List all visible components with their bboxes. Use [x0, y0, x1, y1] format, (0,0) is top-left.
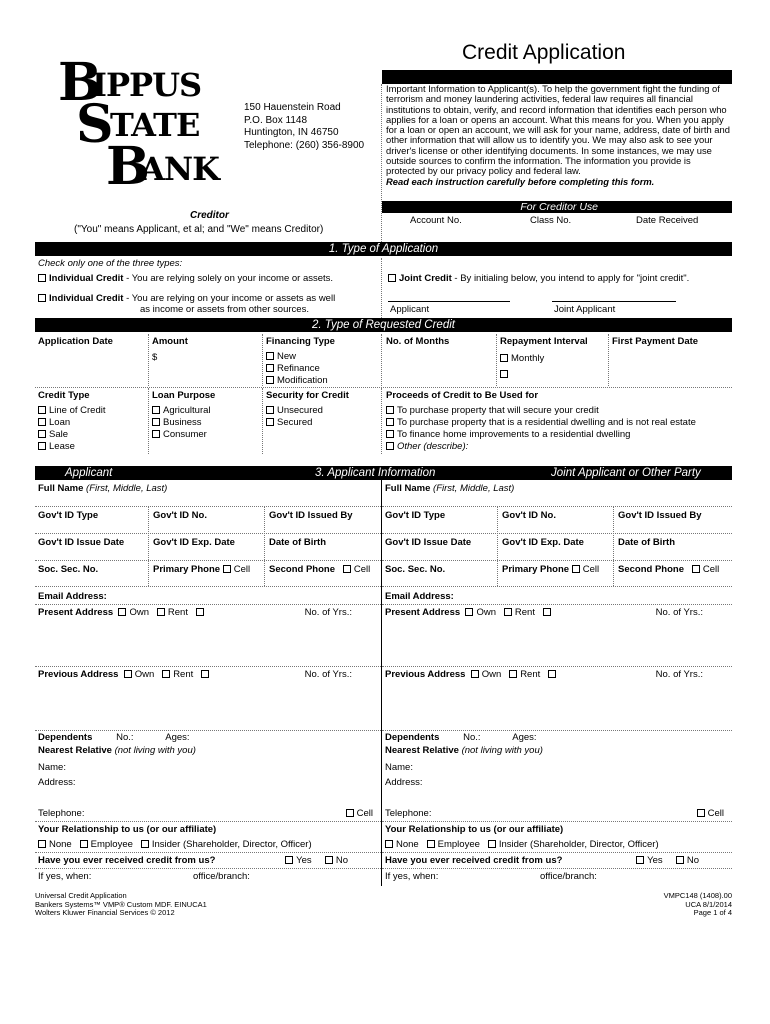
joint-id-issued-by: Gov't ID Issued By [618, 510, 702, 521]
label: Nearest Relative [385, 745, 459, 756]
option-label: Other (describe): [397, 441, 469, 452]
applicant-email: Email Address: [38, 591, 107, 602]
checkbox[interactable] [266, 418, 274, 426]
divider [35, 868, 381, 869]
option-desc: - You are relying solely on your income or assets. [126, 273, 334, 284]
checkbox[interactable] [118, 608, 126, 616]
divider [382, 821, 732, 822]
option-label: None [49, 839, 72, 850]
option-label: Own [481, 669, 502, 680]
label: If yes, when: [385, 871, 439, 882]
joint-relative-cell[interactable] [697, 808, 724, 819]
applicant-id-type: Gov't ID Type [38, 510, 99, 521]
proceeds-option[interactable] [386, 417, 696, 429]
ages: Ages: [165, 732, 190, 743]
footer-form-name: Universal Credit Application [35, 891, 127, 900]
applicant-id-exp-date: Gov't ID Exp. Date [153, 537, 235, 548]
checkbox[interactable] [38, 430, 46, 438]
logo-cap-1: B [58, 52, 102, 113]
logo-cap-3: B [106, 136, 150, 197]
applicant-present-address [38, 607, 378, 618]
dep-no: No.: [463, 732, 481, 743]
joint-ssn: Soc. Sec. No. [385, 564, 446, 575]
credit-type-option[interactable] [38, 429, 106, 441]
address-line: Telephone: (260) 356-8900 [244, 139, 365, 151]
checkbox[interactable] [488, 840, 496, 848]
years-label: No. of Yrs.: [655, 669, 703, 680]
joint-primary-phone [502, 564, 599, 575]
option-label: No [686, 855, 699, 866]
checkbox[interactable] [266, 352, 274, 360]
divider [608, 334, 609, 386]
ages: Ages: [512, 732, 537, 743]
checkbox[interactable] [504, 608, 512, 616]
checkbox[interactable] [548, 670, 556, 678]
option-label: Insider (Shareholder, Director, Officer) [498, 839, 659, 850]
footer-left [35, 892, 207, 918]
option-label: Joint Credit [399, 273, 452, 284]
option-label: Individual Credit [49, 273, 124, 284]
header-first-payment: First Payment Date [612, 336, 699, 347]
label: Second Phone [269, 564, 335, 575]
label: Present Address [385, 607, 461, 618]
checkbox[interactable] [386, 442, 394, 450]
label: Have you ever received credit from us? [385, 855, 563, 866]
section-3-bar [35, 466, 732, 480]
option-desc: - You are relying on your income or assets as well [126, 293, 336, 304]
label: Previous Address [38, 669, 119, 680]
option-label: Yes [296, 855, 312, 866]
label: Have you ever received credit from us? [38, 855, 216, 866]
creditor-use-label: For Creditor Use [520, 201, 598, 213]
applicant-relationship-options [38, 839, 312, 850]
divider [262, 334, 263, 386]
checkbox[interactable] [266, 406, 274, 414]
repayment-other[interactable] [500, 367, 544, 383]
option-label: Cell [702, 564, 720, 575]
option-label: To finance home improvements to a residential dwelling [397, 429, 631, 440]
applicant-primary-phone [153, 564, 250, 575]
logo-cap-2: S [76, 94, 114, 155]
applicant-initial-line [388, 301, 510, 302]
header-security: Security for Credit [266, 390, 349, 401]
footer-page-number: Page 1 of 4 [693, 908, 732, 918]
applicant-dob: Date of Birth [269, 537, 326, 548]
divider [148, 506, 149, 586]
option-label: Consumer [163, 429, 207, 440]
check-only-text: Check only one of the three types: [38, 258, 183, 269]
footer-copyright: Wolters Kluwer Financial Services © 2012 [35, 908, 175, 918]
joint-initial-line [552, 301, 676, 302]
header-loan-purpose: Loan Purpose [152, 390, 216, 401]
joint-dependents [385, 732, 537, 743]
option-label: Refinance [277, 363, 320, 374]
applicant-relationship: Your Relationship to us (or our affiliate) [38, 824, 217, 835]
applicant-nearest-relative [38, 745, 196, 756]
option-label: Loan [49, 417, 71, 428]
label: Second Phone [618, 564, 684, 575]
logo-line-1: IPPUS [92, 66, 202, 104]
important-instruction: Read each instruction carefully before completing this form. [386, 175, 655, 187]
divider [382, 868, 732, 869]
proceeds-option[interactable] [386, 441, 696, 453]
applicant-id-issued-by: Gov't ID Issued By [269, 510, 353, 521]
proceeds-option[interactable] [386, 405, 696, 417]
option-label: Rent [514, 607, 535, 618]
creditor-use-class: Class No. [530, 215, 572, 226]
option-label: Yes [647, 855, 663, 866]
divider [382, 506, 732, 507]
credit-type-options [38, 405, 106, 453]
label: Present Address [38, 607, 114, 618]
joint-email: Email Address: [385, 591, 454, 602]
applicant-relative-name: Name: [38, 762, 66, 773]
footer-version: UCA 8/1/2014 [685, 899, 732, 909]
checkbox[interactable] [124, 670, 132, 678]
important-box-bar [382, 70, 732, 84]
section-1-title: 1. Type of Application [328, 243, 439, 255]
divider [35, 604, 381, 605]
credit-type-option[interactable] [38, 405, 106, 417]
label: Dependents [38, 732, 93, 743]
footer-form-code: VMPC148 (1408).00 [663, 891, 732, 900]
option-label: Rent [173, 669, 194, 680]
divider [382, 586, 732, 587]
proceeds-option[interactable] [386, 429, 696, 441]
creditor-note: ("You" means Applicant, et al; and "We" means Creditor) [74, 224, 324, 235]
header-application-date: Application Date [38, 336, 113, 347]
joint-applicant-column [382, 480, 732, 886]
security-option[interactable] [266, 405, 323, 417]
applicant-relative-cell[interactable] [346, 808, 373, 819]
label: Previous Address [385, 669, 466, 680]
header-financing-type: Financing Type [266, 336, 335, 347]
joint-present-address [385, 607, 729, 618]
option-label: Insider (Shareholder, Director, Officer) [151, 839, 312, 850]
repayment-options [500, 351, 544, 383]
address-line: P.O. Box 1148 [244, 114, 308, 126]
footer-publisher: Bankers Systems™ VMP® Custom MDF. EINUCA1 [35, 899, 207, 909]
joint-relative-telephone: Telephone: [385, 808, 432, 819]
option-label: Rent [167, 607, 188, 618]
applicant-if-yes [38, 871, 378, 882]
financing-options [266, 351, 328, 387]
checkbox[interactable] [157, 608, 165, 616]
divider [382, 852, 732, 853]
loan-purpose-options [152, 405, 211, 441]
divider [148, 334, 149, 386]
yes-no [636, 855, 699, 866]
option-label: Own [134, 669, 155, 680]
page-title: Credit Application [462, 41, 626, 64]
bank-address [244, 102, 364, 152]
option-individual-2b: as income or assets from other sources. [140, 304, 309, 315]
option-label: Agricultural [163, 405, 211, 416]
checkbox[interactable] [152, 406, 160, 414]
checkbox[interactable] [325, 856, 333, 864]
logo-line-3: ANK [140, 150, 219, 188]
label: Full Name [38, 483, 84, 494]
applicant-dependents [38, 732, 190, 743]
option-label: Own [476, 607, 496, 618]
joint-initial-label: Joint Applicant [554, 304, 616, 315]
option-label: Cell [582, 564, 600, 575]
option-label: Employee [437, 839, 480, 850]
divider [35, 730, 381, 731]
joint-second-phone [618, 564, 719, 575]
checkbox[interactable] [465, 608, 473, 616]
joint-if-yes [385, 871, 729, 882]
applicant-relative-telephone: Telephone: [38, 808, 85, 819]
header-repayment: Repayment Interval [500, 336, 588, 347]
amount-symbol: $ [152, 352, 158, 363]
joint-relative-name: Name: [385, 762, 413, 773]
divider [264, 506, 265, 586]
creditor-use-date: Date Received [636, 215, 699, 226]
checkbox[interactable] [676, 856, 684, 864]
option-label: To purchase property that will secure your credit [397, 405, 599, 416]
applicant-second-phone [269, 564, 370, 575]
divider [381, 258, 382, 318]
checkbox[interactable] [692, 565, 700, 573]
checkbox[interactable] [38, 418, 46, 426]
checkbox[interactable] [471, 670, 479, 678]
applicant-previous-address [38, 669, 378, 680]
important-text: Important Information to Applicant(s). To help the government fight the funding of terrorism and money laundering activities, federal law requires all financial institutions to obtain, verify, and record information that identifies each person who applies for a loan or opens an account. What this means for you. When you apply for a loan or open an account, we will ask for your name, address, date of birth and other information that will allow us to identify you. We may also ask to see your driver's license or other identifying documents. In some instances, we may use outside sources to confirm the information. The information you provide is protected by our privacy policy and federal law. [386, 83, 730, 177]
logo-line-2: TATE [110, 106, 200, 144]
divider [35, 533, 381, 534]
checkbox[interactable] [343, 565, 351, 573]
header-months: No. of Months [386, 336, 450, 347]
checkbox[interactable] [141, 840, 149, 848]
checkbox[interactable] [697, 809, 705, 817]
address-line: 150 Hauenstein Road [244, 102, 341, 113]
option-label: Lease [49, 441, 75, 452]
checkbox[interactable] [385, 840, 393, 848]
checkbox[interactable] [636, 856, 644, 864]
option-label: Monthly [511, 353, 545, 364]
credit-type-option[interactable] [38, 417, 106, 429]
divider [382, 560, 732, 561]
checkbox[interactable] [500, 370, 508, 378]
header-proceeds: Proceeds of Credit to Be Used for [386, 390, 539, 401]
applicant-full-name-label [38, 483, 167, 494]
section-1-bar [35, 242, 732, 256]
divider [496, 334, 497, 386]
divider [381, 334, 382, 386]
checkbox[interactable] [285, 856, 293, 864]
footer-right [664, 892, 732, 918]
checkbox[interactable] [38, 294, 46, 302]
joint-id-no: Gov't ID No. [502, 510, 556, 521]
joint-previous-address [385, 669, 729, 680]
option-label: Individual Credit [49, 293, 124, 304]
divider [381, 388, 382, 454]
header-amount: Amount [152, 336, 188, 347]
financing-new[interactable] [266, 351, 328, 363]
section-2-bar [35, 318, 732, 332]
checkbox[interactable] [346, 809, 354, 817]
financing-modification[interactable] [266, 375, 328, 387]
divider [382, 533, 732, 534]
applicant-id-no: Gov't ID No. [153, 510, 207, 521]
checkbox[interactable] [196, 608, 204, 616]
repayment-monthly[interactable] [500, 351, 544, 367]
divider [35, 560, 381, 561]
divider [382, 666, 732, 667]
joint-header: Joint Applicant or Other Party [551, 467, 701, 479]
divider [262, 388, 263, 454]
checkbox[interactable] [543, 608, 551, 616]
checkbox[interactable] [152, 418, 160, 426]
divider [35, 666, 381, 667]
checkbox[interactable] [500, 354, 508, 362]
hint: (First, Middle, Last) [433, 483, 515, 494]
option-label: Cell [233, 564, 251, 575]
label: Dependents [385, 732, 440, 743]
option-label: Cell [707, 808, 724, 819]
creditor-use-header [382, 201, 732, 213]
divider [382, 604, 732, 605]
checkbox[interactable] [38, 274, 46, 282]
checkbox[interactable] [266, 364, 274, 372]
checkbox[interactable] [38, 442, 46, 450]
option-label: Line of Credit [49, 405, 106, 416]
divider [35, 586, 381, 587]
divider [381, 84, 382, 242]
joint-relationship-options [385, 839, 659, 850]
loan-purpose-option[interactable] [152, 405, 211, 417]
credit-type-option[interactable] [38, 441, 106, 453]
divider [35, 387, 732, 388]
applicant-received-credit [38, 855, 378, 866]
divider [148, 388, 149, 454]
important-information [386, 84, 730, 187]
joint-id-type: Gov't ID Type [385, 510, 446, 521]
loan-purpose-option[interactable] [152, 417, 211, 429]
option-label: Modification [277, 375, 328, 386]
joint-received-credit [385, 855, 729, 866]
option-label: Own [129, 607, 149, 618]
header-credit-type: Credit Type [38, 390, 90, 401]
hint: (not living with you) [114, 745, 196, 756]
security-options [266, 405, 323, 429]
checkbox[interactable] [386, 430, 394, 438]
checkbox[interactable] [388, 274, 396, 282]
checkbox[interactable] [509, 670, 517, 678]
dep-no: No.: [116, 732, 134, 743]
office-label: office/branch: [193, 871, 250, 882]
divider [35, 506, 381, 507]
label: If yes, when: [38, 871, 92, 882]
checkbox[interactable] [152, 430, 160, 438]
option-label: Secured [277, 417, 313, 428]
joint-nearest-relative [385, 745, 543, 756]
option-joint[interactable] [388, 273, 689, 284]
checkbox[interactable] [266, 376, 274, 384]
joint-relative-address: Address: [385, 777, 423, 788]
divider [497, 506, 498, 586]
checkbox[interactable] [427, 840, 435, 848]
applicant-relative-address: Address: [38, 777, 76, 788]
section-2-title: 2. Type of Requested Credit [312, 319, 455, 331]
bank-logo [58, 52, 238, 197]
option-label: Rent [520, 669, 541, 680]
divider [35, 821, 381, 822]
years-label: No. of Yrs.: [304, 669, 352, 680]
section-3-title: 3. Applicant Information [315, 467, 436, 479]
option-label: To purchase property that is a residential dwelling and is not real estate [397, 417, 696, 428]
divider [382, 730, 732, 731]
checkbox[interactable] [201, 670, 209, 678]
joint-id-issue-date: Gov't ID Issue Date [385, 537, 472, 548]
financing-refinance[interactable] [266, 363, 328, 375]
option-label: Unsecured [277, 405, 323, 416]
checkbox[interactable] [80, 840, 88, 848]
joint-full-name-label [385, 483, 514, 494]
divider [35, 852, 381, 853]
label: Full Name [385, 483, 431, 494]
option-label: No [335, 855, 348, 866]
checkbox[interactable] [386, 418, 394, 426]
hint: (First, Middle, Last) [86, 483, 168, 494]
divider [613, 506, 614, 586]
yes-no [285, 855, 348, 866]
option-label: Cell [356, 808, 373, 819]
option-desc: - By initialing below, you intend to apply for "joint credit". [454, 273, 690, 284]
label: Primary Phone [153, 564, 221, 575]
label: Primary Phone [502, 564, 570, 575]
option-label: None [396, 839, 419, 850]
proceeds-options [386, 405, 696, 453]
applicant-column [35, 480, 381, 886]
option-label: Cell [353, 564, 371, 575]
checkbox[interactable] [386, 406, 394, 414]
checkbox[interactable] [162, 670, 170, 678]
option-individual-2[interactable] [38, 293, 335, 304]
security-option[interactable] [266, 417, 323, 429]
checkbox[interactable] [38, 406, 46, 414]
joint-dob: Date of Birth [618, 537, 675, 548]
years-label: No. of Yrs.: [655, 607, 703, 618]
applicant-initial-label: Applicant [390, 304, 430, 315]
creditor-label: Creditor [190, 210, 229, 221]
option-label: New [277, 351, 297, 362]
option-label: Employee [90, 839, 133, 850]
checkbox[interactable] [572, 565, 580, 573]
years-label: No. of Yrs.: [304, 607, 352, 618]
joint-id-exp-date: Gov't ID Exp. Date [502, 537, 584, 548]
loan-purpose-option[interactable] [152, 429, 211, 441]
applicant-id-issue-date: Gov't ID Issue Date [38, 537, 125, 548]
hint: (not living with you) [461, 745, 543, 756]
option-label: Sale [49, 429, 69, 440]
joint-relationship: Your Relationship to us (or our affiliate) [385, 824, 564, 835]
applicant-ssn: Soc. Sec. No. [38, 564, 99, 575]
checkbox[interactable] [223, 565, 231, 573]
option-label: Business [163, 417, 202, 428]
checkbox[interactable] [38, 840, 46, 848]
label: Nearest Relative [38, 745, 112, 756]
creditor-use-account: Account No. [410, 215, 462, 226]
option-individual-1[interactable] [38, 273, 333, 284]
address-line: Huntington, IN 46750 [244, 127, 339, 138]
office-label: office/branch: [540, 871, 597, 882]
applicant-header: Applicant [65, 467, 113, 479]
